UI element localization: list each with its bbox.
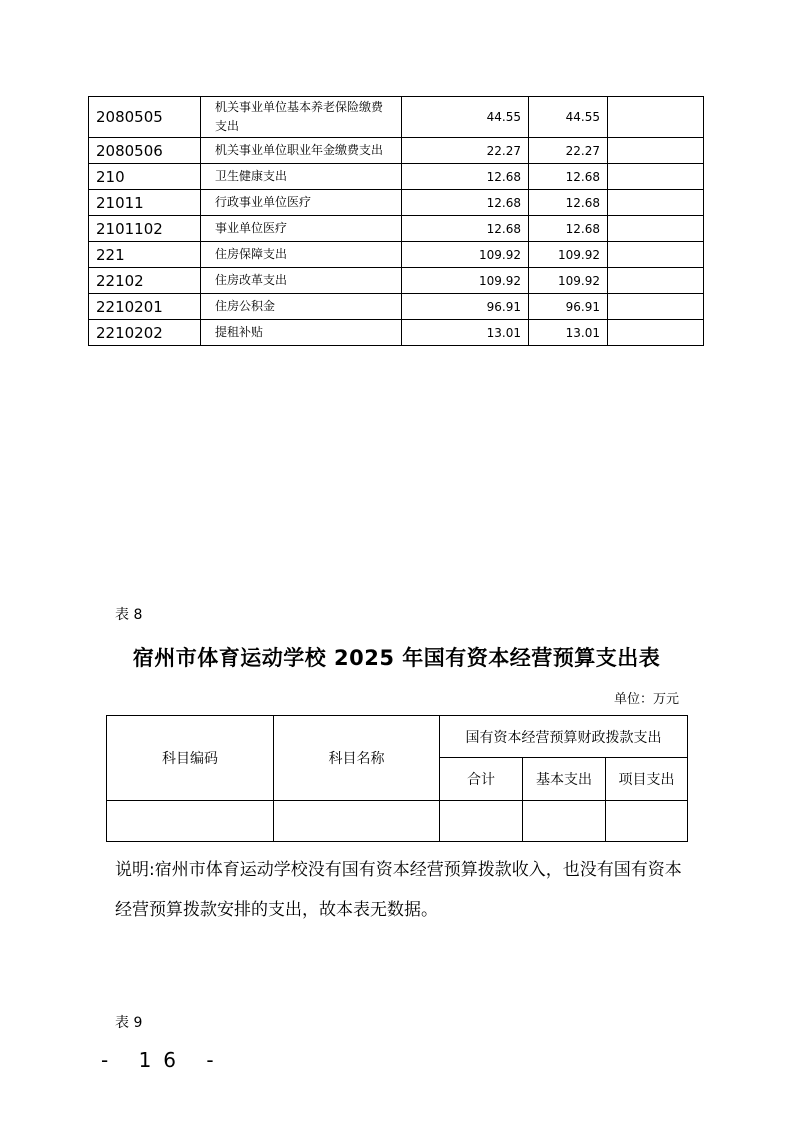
basic-value: 96.91 (529, 294, 608, 320)
table-8-label: 表 8 (115, 607, 143, 623)
subject-name: 行政事业单位医疗 (201, 190, 402, 216)
table-9-label: 表 9 (115, 1015, 143, 1031)
page-title: 宿州市体育运动学校 2025 年国有资本经营预算支出表 (132, 646, 661, 670)
total-value: 22.27 (402, 138, 529, 164)
project-value (608, 190, 704, 216)
subject-name: 住房公积金 (201, 294, 402, 320)
total-value: 44.55 (402, 97, 529, 138)
project-value (608, 320, 704, 346)
subject-name: 住房保障支出 (201, 242, 402, 268)
total-value: 12.68 (402, 164, 529, 190)
subject-name: 事业单位医疗 (201, 216, 402, 242)
subject-name: 住房改革支出 (201, 268, 402, 294)
basic-value: 44.55 (529, 97, 608, 138)
header-fiscal-appropriation: 国有资本经营预算财政拨款支出 (440, 716, 688, 758)
header-project: 项目支出 (606, 758, 688, 801)
basic-value: 12.68 (529, 190, 608, 216)
explanation-note: 说明:宿州市体育运动学校没有国有资本经营预算拨款收入，也没有国有资本经营预算拨款安排的支出，故本表无数据。 (115, 860, 682, 920)
state-capital-budget-table (106, 715, 688, 842)
basic-value: 22.27 (529, 138, 608, 164)
subject-code: 2210201 (89, 294, 201, 320)
subject-name: 提租补贴 (201, 320, 402, 346)
empty-cell (107, 801, 274, 842)
header-basic: 基本支出 (523, 758, 606, 801)
project-value (608, 97, 704, 138)
table-row (89, 138, 704, 164)
total-value: 109.92 (402, 242, 529, 268)
table-row (89, 320, 704, 346)
table-row (89, 216, 704, 242)
project-value (608, 216, 704, 242)
table-row (89, 190, 704, 216)
subject-name: 机关事业单位职业年金缴费支出 (201, 138, 402, 164)
table-row (89, 164, 704, 190)
budget-detail-table (88, 96, 704, 346)
empty-cell (274, 801, 440, 842)
table-row (107, 801, 688, 842)
subject-code: 22102 (89, 268, 201, 294)
basic-value: 12.68 (529, 216, 608, 242)
basic-value: 109.92 (529, 242, 608, 268)
basic-value: 109.92 (529, 268, 608, 294)
header-subject-name: 科目名称 (274, 716, 440, 801)
table-row (89, 97, 704, 138)
header-total: 合计 (440, 758, 523, 801)
project-value (608, 242, 704, 268)
basic-value: 12.68 (529, 164, 608, 190)
table-row (89, 268, 704, 294)
project-value (608, 268, 704, 294)
header-subject-code: 科目编码 (107, 716, 274, 801)
subject-code: 2101102 (89, 216, 201, 242)
unit-label: 单位：万元 (613, 692, 679, 707)
project-value (608, 294, 704, 320)
total-value: 13.01 (402, 320, 529, 346)
page-number: - 16 - (101, 1048, 226, 1072)
subject-name: 机关事业单位基本养老保险缴费 支出 (201, 97, 402, 138)
subject-code: 210 (89, 164, 201, 190)
project-value (608, 138, 704, 164)
subject-code: 2080506 (89, 138, 201, 164)
empty-cell (523, 801, 606, 842)
subject-code: 2210202 (89, 320, 201, 346)
subject-code: 2080505 (89, 97, 201, 138)
table-row (89, 242, 704, 268)
header-row (107, 716, 688, 758)
total-value: 96.91 (402, 294, 529, 320)
project-value (608, 164, 704, 190)
subject-code: 21011 (89, 190, 201, 216)
table-row (89, 294, 704, 320)
subject-code: 221 (89, 242, 201, 268)
empty-cell (606, 801, 688, 842)
subject-name: 卫生健康支出 (201, 164, 402, 190)
basic-value: 13.01 (529, 320, 608, 346)
total-value: 12.68 (402, 216, 529, 242)
empty-cell (440, 801, 523, 842)
total-value: 12.68 (402, 190, 529, 216)
total-value: 109.92 (402, 268, 529, 294)
